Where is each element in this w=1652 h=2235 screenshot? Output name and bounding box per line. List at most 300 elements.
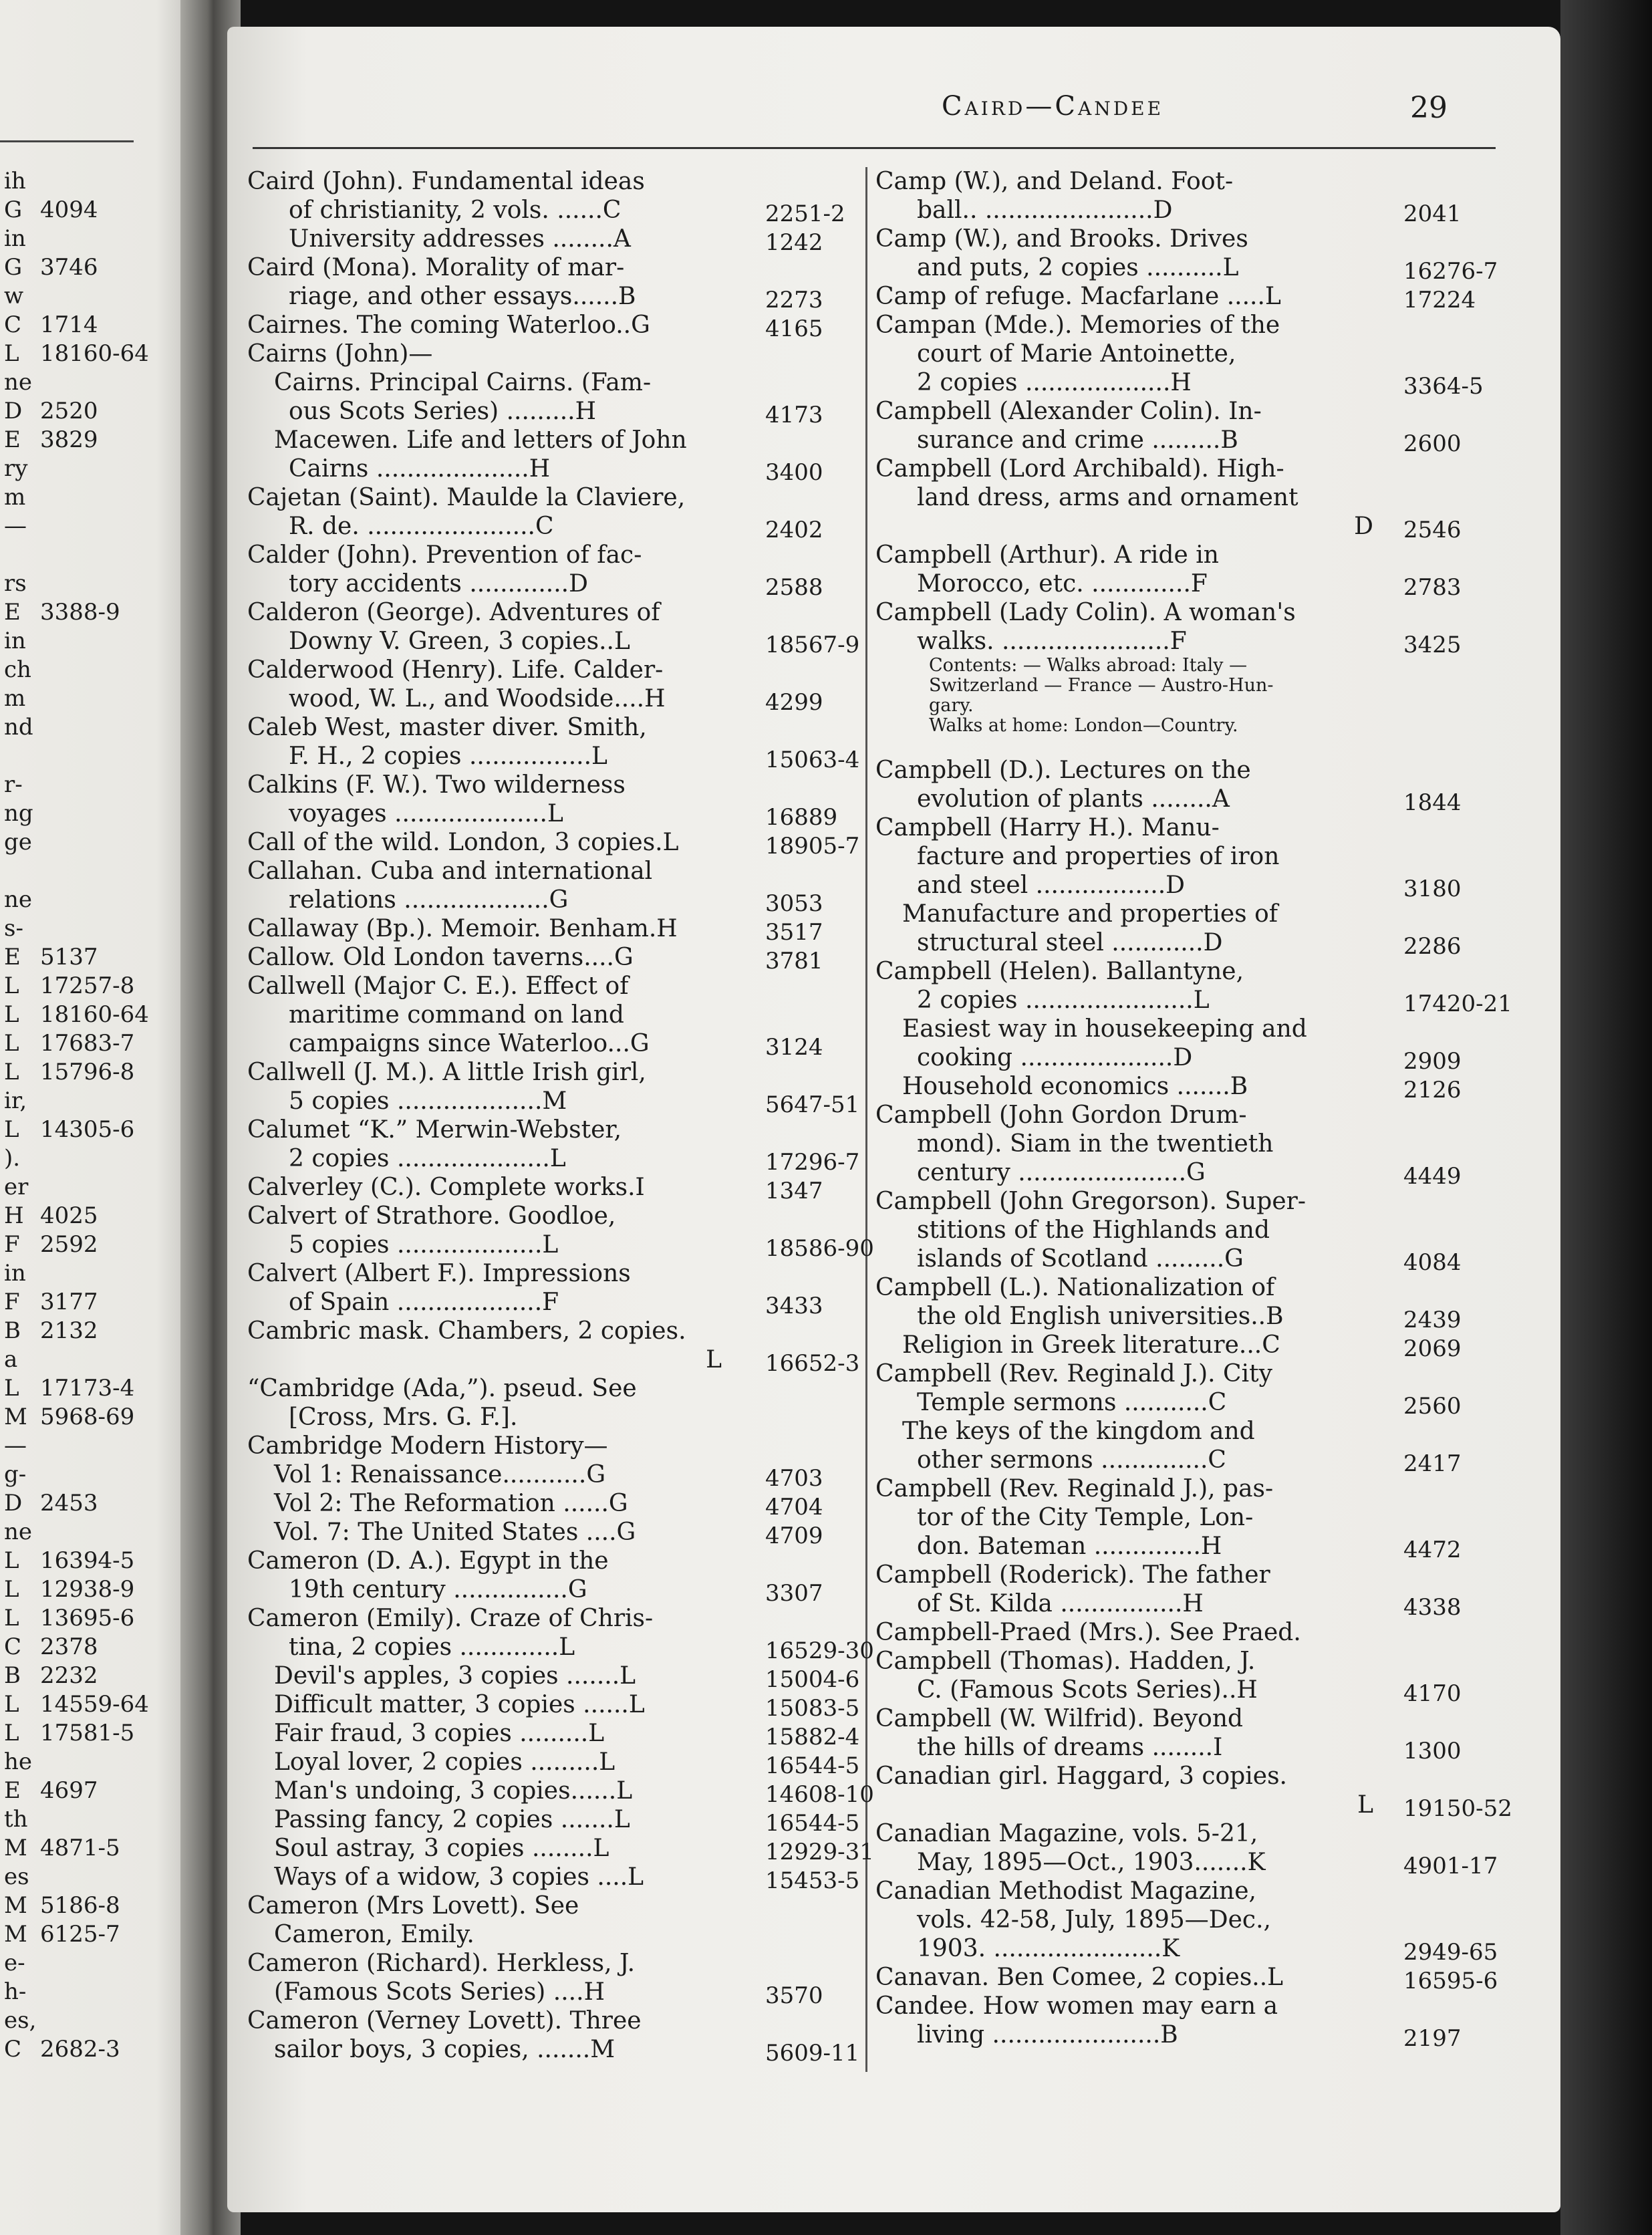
fragment-letter: ge: [4, 829, 32, 856]
left-page-fragment: [0, 454, 174, 483]
index-entry-line: [247, 1115, 852, 1144]
catalog-number: 3433: [765, 1293, 823, 1319]
index-entry-line: [247, 1748, 860, 1779]
left-page-fragment: [0, 1029, 174, 1058]
index-entry-line: [875, 1359, 1497, 1388]
index-entry-line: [875, 900, 1497, 928]
left-page-fragment: [0, 196, 174, 225]
entry-text: 2 copies ...................H: [917, 369, 1192, 396]
left-page-fragment: [0, 1173, 174, 1202]
entry-text: mond). Siam in the twentieth: [917, 1130, 1274, 1158]
index-entry-line: [247, 1604, 852, 1633]
catalog-number: 2546: [1403, 517, 1462, 543]
index-entry-line: [875, 696, 1497, 716]
entry-text: Caleb West, master diver. Smith,: [247, 714, 647, 741]
fragment-letter: M: [4, 1404, 27, 1430]
left-page-fragment: [0, 569, 174, 598]
left-page-fragment: [0, 1748, 174, 1777]
index-entry-line: [247, 1460, 852, 1492]
index-entry-line: [875, 736, 1497, 756]
left-page-fragment: [0, 742, 174, 771]
entry-text: Vol 2: The Reformation ......G: [274, 1490, 628, 1517]
index-entry-line: [247, 1029, 852, 1061]
left-page-fragment: [0, 1662, 174, 1690]
catalog-number: 2069: [1403, 1335, 1462, 1362]
fragment-letter: ch: [4, 656, 31, 683]
index-entry-line: [247, 454, 852, 486]
index-entry-line: [247, 196, 852, 225]
fragment-number: 18160-64: [40, 340, 149, 367]
left-page-fragment: [0, 684, 174, 713]
index-entry-line: [875, 1589, 1497, 1621]
fragment-number: 15796-8: [40, 1059, 135, 1085]
catalog-number: 4709: [765, 1523, 823, 1549]
page-header: [227, 91, 1560, 138]
fragment-letter: m: [4, 484, 26, 511]
index-entry-line: [875, 627, 1497, 656]
catalog-number: 17420-21: [1403, 991, 1512, 1017]
catalog-number: 2041: [1403, 201, 1462, 227]
catalog-number: 16544-5: [765, 1752, 860, 1779]
entry-text: ball.. ......................D: [917, 196, 1173, 224]
entry-text: L: [706, 1346, 722, 1373]
index-entry-line: [247, 1288, 852, 1317]
left-page-fragment: [0, 1834, 174, 1863]
index-entry-line: [247, 598, 852, 627]
fragment-number: 5968-69: [40, 1404, 135, 1430]
index-entry-line: [247, 569, 852, 601]
entry-text: Calvert of Strathore. Goodloe,: [247, 1202, 616, 1230]
page-number: 29: [1410, 91, 1448, 125]
left-page-fragment: [0, 656, 174, 684]
entry-text: Campbell (Arthur). A ride in: [875, 541, 1219, 569]
fragment-number: 4025: [40, 1202, 98, 1229]
catalog-number: 5609-11: [765, 2040, 860, 2067]
fragment-letter: E: [4, 1777, 21, 1804]
index-entry-line: [875, 483, 1497, 512]
index-entry-line: [875, 340, 1497, 368]
index-entry-line: [247, 426, 852, 454]
index-entry-line: [875, 1216, 1497, 1244]
fragment-letter: a: [4, 1346, 18, 1373]
index-entry-line: [247, 656, 852, 684]
entry-text: (Famous Scots Series) ....H: [274, 1978, 605, 2006]
index-entry-line: [247, 1202, 852, 1230]
catalog-number: 4084: [1403, 1249, 1462, 1276]
catalog-number: 15083-5: [765, 1695, 860, 1722]
entry-text: court of Marie Antoinette,: [917, 340, 1236, 368]
entry-text: Cameron (Richard). Herkless, J.: [247, 1950, 636, 1977]
catalog-number: 17296-7: [765, 1149, 860, 1176]
entry-text: Campbell (D.). Lectures on the: [875, 757, 1251, 784]
entry-text: relations ...................G: [289, 886, 569, 914]
index-entry-line: [247, 1834, 874, 1865]
entry-text: Vol 1: Renaissance...........G: [274, 1461, 606, 1488]
index-entry-line: [247, 1547, 852, 1575]
fragment-number: 3177: [40, 1289, 98, 1315]
index-entry-line: [247, 684, 852, 716]
entry-text: don. Bateman ..............H: [917, 1533, 1222, 1560]
left-page-fragment: [0, 1690, 174, 1719]
entry-text: Walks at home: London—Country.: [929, 716, 1238, 736]
index-entry-line: [247, 943, 852, 972]
fragment-number: 18160-64: [40, 1001, 149, 1028]
entry-text: R. de. ......................C: [289, 513, 554, 540]
index-entry-line: [875, 1618, 1497, 1647]
fragment-letter: ).: [4, 1145, 21, 1172]
fragment-letter: th: [4, 1806, 28, 1833]
entry-text: Cameron (D. A.). Egypt in the: [247, 1547, 609, 1575]
index-entry-line: [247, 1633, 874, 1664]
entry-text: 2 copies ....................L: [289, 1145, 566, 1172]
index-entry-line: [247, 1662, 860, 1693]
fragment-letter: L: [4, 1059, 19, 1085]
index-entry-line: [247, 1719, 860, 1750]
entry-text: the hills of dreams ........I: [917, 1734, 1223, 1761]
fragment-number: 2592: [40, 1231, 98, 1258]
entry-text: “Cambridge (Ada,”). pseud. See: [247, 1375, 637, 1402]
index-entry-line: [247, 1259, 852, 1288]
catalog-number: 3180: [1403, 876, 1462, 902]
index-entry-line: [875, 541, 1497, 569]
left-page-fragment: [0, 167, 174, 196]
entry-text: stitions of the Highlands and: [917, 1216, 1270, 1244]
entry-text: tina, 2 copies .............L: [289, 1633, 575, 1661]
entry-text: facture and properties of iron: [917, 843, 1280, 870]
catalog-number: 2560: [1403, 1393, 1462, 1420]
entry-text: sailor boys, 3 copies, .......M: [274, 2036, 615, 2063]
index-entry-line: [247, 167, 852, 196]
entry-text: Campbell (John Gregorson). Super-: [875, 1188, 1306, 1215]
catalog-number: 1242: [765, 229, 823, 256]
entry-text: Contents: — Walks abroad: Italy —: [929, 656, 1248, 676]
fragment-letter: L: [4, 1547, 19, 1574]
left-page-fragment: [0, 943, 174, 972]
entry-text: 5 copies ...................M: [289, 1087, 567, 1115]
fragment-number: 12938-9: [40, 1576, 135, 1603]
fragment-letter: rs: [4, 570, 27, 597]
catalog-number: 3307: [765, 1580, 823, 1607]
fragment-number: 2132: [40, 1317, 98, 1344]
index-entry-line: [875, 1791, 1512, 1822]
catalog-number: 3781: [765, 948, 823, 974]
fragment-letter: L: [4, 1001, 19, 1028]
entry-text: 5 copies ...................L: [289, 1231, 559, 1259]
catalog-number: 18586-90: [765, 1235, 874, 1262]
left-page-fragment: [0, 1547, 174, 1575]
entry-text: Fair fraud, 3 copies .........L: [274, 1720, 605, 1747]
entry-text: Calkins (F. W.). Two wilderness: [247, 771, 626, 799]
fragment-letter: —: [4, 1432, 27, 1459]
index-entry-line: [875, 1676, 1497, 1707]
entry-text: Campbell-Praed (Mrs.). See Praed.: [875, 1619, 1301, 1646]
entry-text: Campbell (Alexander Colin). In-: [875, 398, 1262, 425]
catalog-number: 2949-65: [1403, 1939, 1498, 1966]
catalog-number: 1300: [1403, 1738, 1462, 1764]
index-entry-line: [875, 1302, 1497, 1331]
entry-text: Loyal lover, 2 copies .........L: [274, 1748, 615, 1776]
catalog-number: 3517: [765, 919, 823, 946]
entry-text: Campbell (John Gordon Drum-: [875, 1101, 1247, 1129]
entry-text: Caird (John). Fundamental ideas: [247, 168, 645, 195]
entry-text: Campbell (W. Wilfrid). Beyond: [875, 1705, 1244, 1732]
left-page-fragment: [0, 1001, 174, 1029]
catalog-number: 3400: [765, 459, 823, 486]
index-entry-line: [247, 1058, 852, 1087]
index-entry-line: [875, 1388, 1497, 1420]
fragment-number: 2682-3: [40, 2036, 120, 2063]
index-entry-line: [875, 813, 1497, 842]
fragment-number: 3746: [40, 254, 98, 281]
index-entry-line: [875, 1963, 1497, 1992]
entry-text: surance and crime .........B: [917, 426, 1238, 454]
fragment-letter: in: [4, 628, 26, 654]
entry-text: [Cross, Mrs. G. F.].: [289, 1404, 518, 1431]
catalog-number: 2417: [1403, 1450, 1462, 1477]
left-page-fragment: [0, 426, 174, 454]
left-page-fragment: [0, 771, 174, 799]
index-entry-line: [247, 225, 852, 256]
entry-text: Calumet “K.” Merwin-Webster,: [247, 1116, 622, 1144]
index-entry-line: [875, 512, 1497, 541]
left-page-fragment: [0, 1949, 174, 1978]
index-entry-line: [247, 1575, 852, 1607]
left-page-fragment: [0, 713, 174, 742]
entry-text: Calvert (Albert F.). Impressions: [247, 1260, 631, 1287]
index-entry-line: [247, 1173, 852, 1202]
left-page-fragment: [0, 1719, 174, 1748]
fragment-letter: L: [4, 1375, 19, 1402]
entry-text: Campbell (Roderick). The father: [875, 1561, 1270, 1589]
page-edge-shadow: [1560, 0, 1652, 2235]
catalog-number: 18567-9: [765, 632, 860, 658]
left-page-fragment: [0, 253, 174, 282]
index-entry-line: [247, 1690, 860, 1722]
fragment-letter: H: [4, 1202, 24, 1229]
left-page-fragment: [0, 1230, 174, 1259]
entry-text: of christianity, 2 vols. ......C: [289, 196, 622, 224]
entry-text: wood, W. L., and Woodside....H: [289, 685, 666, 712]
entry-text: of St. Kilda ................H: [917, 1590, 1204, 1617]
fragment-letter: L: [4, 1576, 19, 1603]
index-entry-line: [247, 1920, 852, 1949]
entry-text: tory accidents .............D: [289, 570, 588, 598]
fragment-number: 17683-7: [40, 1030, 135, 1057]
index-entry-line: [875, 1072, 1497, 1101]
fragment-number: 17257-8: [40, 972, 135, 999]
left-page-fragment: [0, 397, 174, 426]
entry-text: Cajetan (Saint). Maulde la Claviere,: [247, 484, 686, 511]
catalog-number: 15063-4: [765, 747, 860, 773]
fragment-letter: ry: [4, 455, 28, 482]
index-entry-line: [875, 1187, 1497, 1216]
index-entry-line: [247, 311, 852, 340]
entry-text: evolution of plants ........A: [917, 785, 1230, 813]
index-entry-line: [247, 541, 852, 569]
index-entry-line: [875, 196, 1497, 225]
catalog-number: 2600: [1403, 430, 1462, 457]
index-entry-line: [875, 282, 1497, 311]
catalog-number: 18905-7: [765, 833, 860, 860]
fragment-letter: ne: [4, 1519, 33, 1545]
entry-text: Campbell (Helen). Ballantyne,: [875, 958, 1244, 985]
left-page-fragment: [0, 1403, 174, 1432]
entry-text: Cairnes. The coming Waterloo..G: [247, 311, 650, 339]
left-page-fragment: [0, 1920, 174, 1949]
left-page-fragment: [0, 886, 174, 914]
index-entry-line: [875, 1101, 1497, 1130]
catalog-number: 2273: [765, 287, 823, 313]
fragment-number: 6125-7: [40, 1921, 120, 1948]
entry-text: Cameron, Emily.: [274, 1921, 474, 1948]
entry-text: Canadian Methodist Magazine,: [875, 1877, 1256, 1905]
left-page-fragment: [0, 1891, 174, 1920]
index-entry-line: [247, 1230, 874, 1262]
entry-text: Switzerland — France — Austro-Hun-: [929, 676, 1274, 696]
catalog-number: 4173: [765, 402, 823, 428]
entry-text: Campbell (Rev. Reginald J.). City: [875, 1360, 1272, 1388]
entry-text: riage, and other essays......B: [289, 283, 636, 310]
fragment-number: 5137: [40, 944, 98, 970]
entry-text: Cameron (Mrs Lovett). See: [247, 1892, 579, 1920]
left-page-fragment: [0, 368, 174, 397]
entry-text: campaigns since Waterloo...G: [289, 1030, 650, 1057]
entry-text: voyages ....................L: [289, 800, 563, 827]
catalog-number: 16595-6: [1403, 1968, 1498, 1994]
catalog-number: 4338: [1403, 1594, 1462, 1621]
fragment-letter: ne: [4, 369, 33, 396]
index-entry-line: [247, 1978, 852, 2009]
index-column-left: [247, 167, 874, 2067]
index-entry-line: [875, 1819, 1497, 1848]
entry-text: Callow. Old London taverns....G: [247, 944, 634, 971]
index-entry-line: [247, 828, 860, 860]
index-entry-line: [875, 1877, 1497, 1905]
index-entry-line: [875, 1532, 1497, 1561]
left-page-fragment: [0, 483, 174, 512]
index-entry-line: [247, 1403, 852, 1432]
catalog-number: 14608-10: [765, 1781, 874, 1808]
index-entry-line: [875, 1446, 1497, 1477]
index-entry-line: [875, 454, 1497, 483]
fragment-letter: es: [4, 1863, 29, 1890]
entry-text: living ......................B: [917, 2021, 1178, 2049]
fragment-letter: w: [4, 283, 24, 309]
entry-text: Macewen. Life and letters of John: [274, 426, 687, 454]
fragment-letter: ih: [4, 168, 26, 194]
fragment-letter: D: [4, 398, 23, 424]
fragment-letter: h-: [4, 1978, 27, 2005]
catalog-number: 16652-3: [765, 1350, 860, 1377]
fragment-letter: F: [4, 1231, 20, 1258]
index-entry-line: [247, 1087, 860, 1118]
catalog-number: 15453-5: [765, 1867, 860, 1894]
left-page-fragment: [0, 1805, 174, 1834]
fragment-number: 4094: [40, 196, 98, 223]
entry-text: tor of the City Temple, Lon-: [917, 1504, 1254, 1531]
left-page-fragment: [0, 1374, 174, 1403]
entry-text: Downy V. Green, 3 copies..L: [289, 628, 630, 655]
index-entry-line: [247, 1345, 860, 1377]
fragment-letter: M: [4, 1835, 27, 1861]
entry-text: ous Scots Series) .........H: [289, 398, 597, 425]
index-entry-line: [247, 886, 852, 917]
catalog-number: 4170: [1403, 1680, 1462, 1707]
catalog-number: 3425: [1403, 632, 1462, 658]
entry-text: the old English universities..B: [917, 1303, 1284, 1330]
index-entry-line: [247, 340, 852, 368]
index-entry-line: [875, 1934, 1498, 1966]
index-entry-line: [247, 253, 852, 282]
entry-text: Canavan. Ben Comee, 2 copies..L: [875, 1964, 1284, 1991]
entry-text: Camp (W.), and Brooks. Drives: [875, 225, 1248, 253]
entry-text: L: [1357, 1791, 1373, 1819]
index-entry-line: [875, 1992, 1497, 2020]
entry-text: Call of the wild. London, 3 copies.L: [247, 829, 679, 856]
left-page-fragments: [0, 167, 174, 2064]
entry-text: University addresses ........A: [289, 225, 631, 253]
entry-text: Cairns ....................H: [289, 455, 551, 483]
index-entry-line: [875, 426, 1497, 457]
entry-text: Ways of a widow, 3 copies ....L: [274, 1863, 644, 1891]
entry-text: Devil's apples, 3 copies .......L: [274, 1662, 636, 1690]
fragment-letter: L: [4, 1116, 19, 1143]
index-entry-line: [247, 742, 860, 773]
index-entry-line: [875, 1273, 1497, 1302]
index-entry-line: [875, 928, 1497, 960]
catalog-number: 4165: [765, 315, 823, 342]
entry-text: Cameron (Emily). Craze of Chris-: [247, 1605, 654, 1632]
index-entry-line: [247, 1374, 852, 1403]
catalog-number: 2439: [1403, 1307, 1462, 1333]
entry-text: Callaway (Bp.). Memoir. Benham.H: [247, 915, 678, 942]
left-page-fragment: [0, 1317, 174, 1345]
fragment-number: 2232: [40, 1662, 98, 1689]
left-page-fragment: [0, 627, 174, 656]
catalog-number: 2909: [1403, 1048, 1462, 1075]
index-entry-line: [247, 368, 852, 397]
fragment-number: 17173-4: [40, 1375, 135, 1402]
index-entry-line: [875, 1015, 1497, 1043]
entry-text: Callwell (J. M.). A little Irish girl,: [247, 1059, 646, 1086]
catalog-number: 2588: [765, 574, 823, 601]
index-entry-line: [875, 1848, 1497, 1877]
fragment-letter: E: [4, 944, 21, 970]
left-page-fragment: [0, 799, 174, 828]
fragment-number: 4871-5: [40, 1835, 120, 1861]
left-page-fragment: [0, 1115, 174, 1144]
left-page-fragment: [0, 541, 174, 569]
entry-text: Campbell (Thomas). Hadden, J.: [875, 1648, 1256, 1675]
catalog-number: 4704: [765, 1494, 823, 1521]
index-entry-line: [875, 1331, 1497, 1362]
entry-text: other sermons ..............C: [917, 1446, 1226, 1474]
entry-text: Campbell (Rev. Reginald J.), pas-: [875, 1475, 1274, 1502]
fragment-number: 5186-8: [40, 1892, 120, 1919]
left-page-fragment: [0, 512, 174, 541]
fragment-letter: s-: [4, 915, 23, 942]
left-page-fragment: [0, 1144, 174, 1173]
fragment-letter: G: [4, 254, 23, 281]
index-entry-line: [875, 986, 1512, 1017]
catalog-number: 3053: [765, 890, 823, 917]
left-page-fragment: [0, 1777, 174, 1805]
fragment-letter: B: [4, 1317, 21, 1344]
catalog-number: 4901-17: [1403, 1853, 1498, 1879]
entry-text: Temple sermons ...........C: [917, 1389, 1227, 1416]
index-entry-line: [247, 512, 852, 541]
index-entry-line: [875, 1647, 1497, 1676]
